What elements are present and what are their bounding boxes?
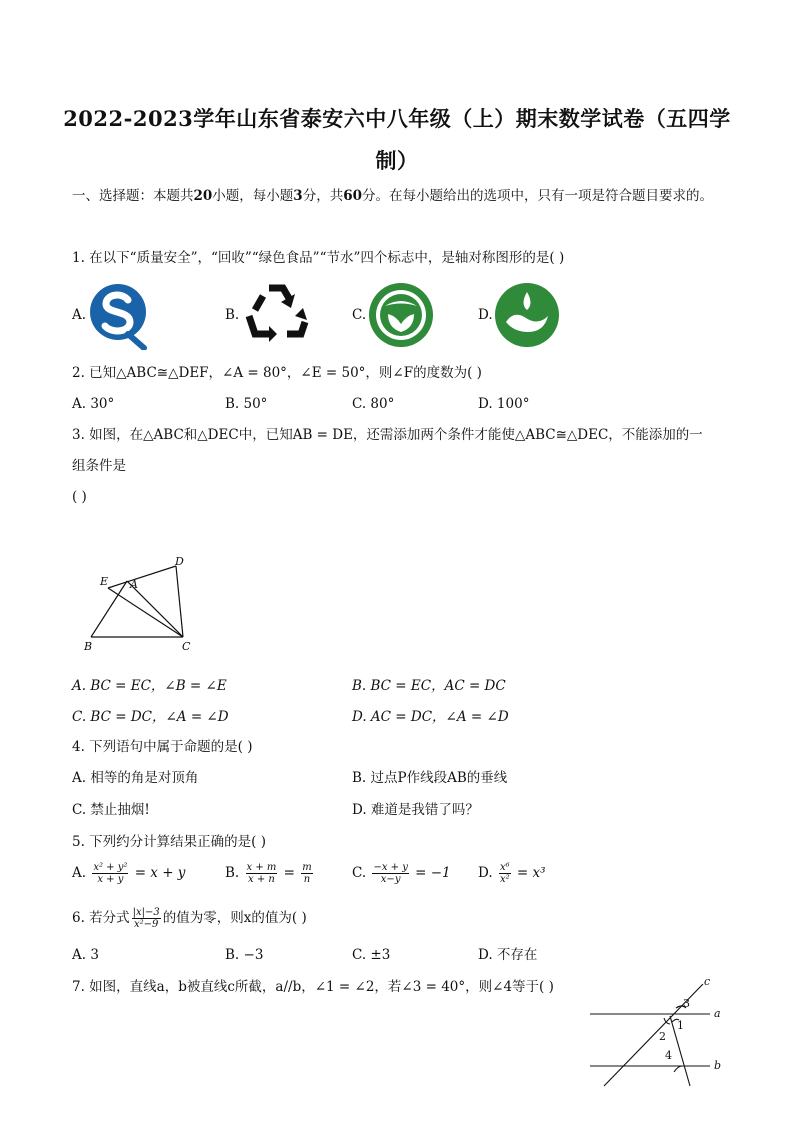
q1-stem: 1. 在以下“质量安全”，“回收”“绿色食品”“节水”四个标志中，是轴对称图形的是( ) xyxy=(72,250,565,266)
q4-option-d: D. 难道是我错了吗？ xyxy=(352,802,479,818)
q3-fig-label-e: E xyxy=(100,575,109,588)
q3-stem-line2: 组条件是 xyxy=(72,458,126,474)
q3-fig-label-c: C xyxy=(182,640,191,653)
quality-safety-icon xyxy=(88,280,152,344)
q2-stem: 2. 已知△ABC≅△DEF，∠A = 80°，∠E = 50°，则∠F的度数为( ) xyxy=(72,365,482,381)
q2-option-c: C. 80° xyxy=(352,396,395,412)
q3-option-b: B. BC = EC，AC = DC xyxy=(352,678,506,694)
q7-fig-label-4: 4 xyxy=(665,1049,672,1062)
q2-option-b: B. 50° xyxy=(225,396,268,412)
q4-option-c: C. 禁止抽烟! xyxy=(72,802,150,818)
q5-stem: 5. 下列约分计算结果正确的是( ) xyxy=(72,834,266,850)
q4-option-b: B. 过点P作线段AB的垂线 xyxy=(352,770,508,786)
q5-option-a: A. $\frac{\text{x² + y²}}{x + y}$ = x + y xyxy=(72,862,186,885)
q6-option-a: A. 3 xyxy=(72,947,99,963)
q7-stem: 7. 如图，直线a，b被直线c所截，a//b，∠1 = ∠2，若∠3 = 40°，则∠4等于( ) xyxy=(72,979,554,995)
section-heading: 一、选择题：本题共20小题，每小题3分，共60分。在每小题给出的选项中，只有一项是符合题目要求的。 xyxy=(72,188,713,204)
q3-fig-label-a: A xyxy=(130,578,138,591)
q5-option-d: D. $\frac{\text{x⁶}}{\text{x²}}$ = x³ xyxy=(478,862,546,885)
water-saving-icon xyxy=(494,282,558,346)
q2-option-d: D. 100° xyxy=(478,396,530,412)
exam-title xyxy=(60,98,734,182)
q7-fig-label-1: 1 xyxy=(677,1019,684,1032)
q3-fig-label-b: B xyxy=(84,640,93,653)
q3-fig-label-d: D xyxy=(175,555,184,568)
q1-label-c: C. xyxy=(352,307,367,323)
q7-fig-label-a: a xyxy=(714,1007,721,1020)
q3-option-a: A. BC = EC，∠B = ∠E xyxy=(72,678,227,694)
q6-stem: 6. 若分式 $\frac{|x|-3}{\text{x²−9}}$ 的值为零，则x的值为( ) xyxy=(72,907,307,930)
q1-label-b: B. xyxy=(225,307,240,323)
q1-label-a: A. xyxy=(72,307,87,323)
q6-option-b: B. −3 xyxy=(225,947,264,963)
q7-fig-label-2: 2 xyxy=(659,1030,666,1043)
q7-fig-label-3: 3 xyxy=(683,997,690,1010)
q4-option-a: A. 相等的角是对顶角 xyxy=(72,770,199,786)
q3-figure xyxy=(78,552,208,666)
q7-fig-label-b: b xyxy=(714,1059,722,1072)
q1-label-d: D. xyxy=(478,307,493,323)
q7-figure xyxy=(586,972,726,1096)
q3-option-c: C. BC = DC，∠A = ∠D xyxy=(72,709,229,725)
q2-option-a: A. 30° xyxy=(72,396,115,412)
q5-option-b: B. $\frac{x + m}{x + n}$ = $\frac{m}{n}$ xyxy=(225,862,312,885)
q6-option-d: D. 不存在 xyxy=(478,947,538,963)
q4-stem: 4. 下列语句中属于命题的是( ) xyxy=(72,739,253,755)
q6-option-c: C. ±3 xyxy=(352,947,391,963)
recycle-icon xyxy=(243,282,307,346)
q3-option-d: D. AC = DC，∠A = ∠D xyxy=(352,709,509,725)
q3-stem-line1: 3. 如图，在△ABC和△DEC中，已知AB = DE，还需添加两个条件才能使△ABC≅△DEC，不能添加的一 xyxy=(72,427,703,443)
exam-title-line2: 制） xyxy=(375,148,419,173)
exam-title-line1: 2022-2023学年山东省泰安六中八年级（上）期末数学试卷（五四学 xyxy=(63,106,731,131)
green-food-icon xyxy=(368,282,432,346)
q7-fig-label-c: c xyxy=(704,975,711,988)
q5-option-c: C. $\frac{-x + y}{x-y}$ = −1 xyxy=(352,862,451,885)
q3-stem-line3: ( ) xyxy=(72,489,87,505)
